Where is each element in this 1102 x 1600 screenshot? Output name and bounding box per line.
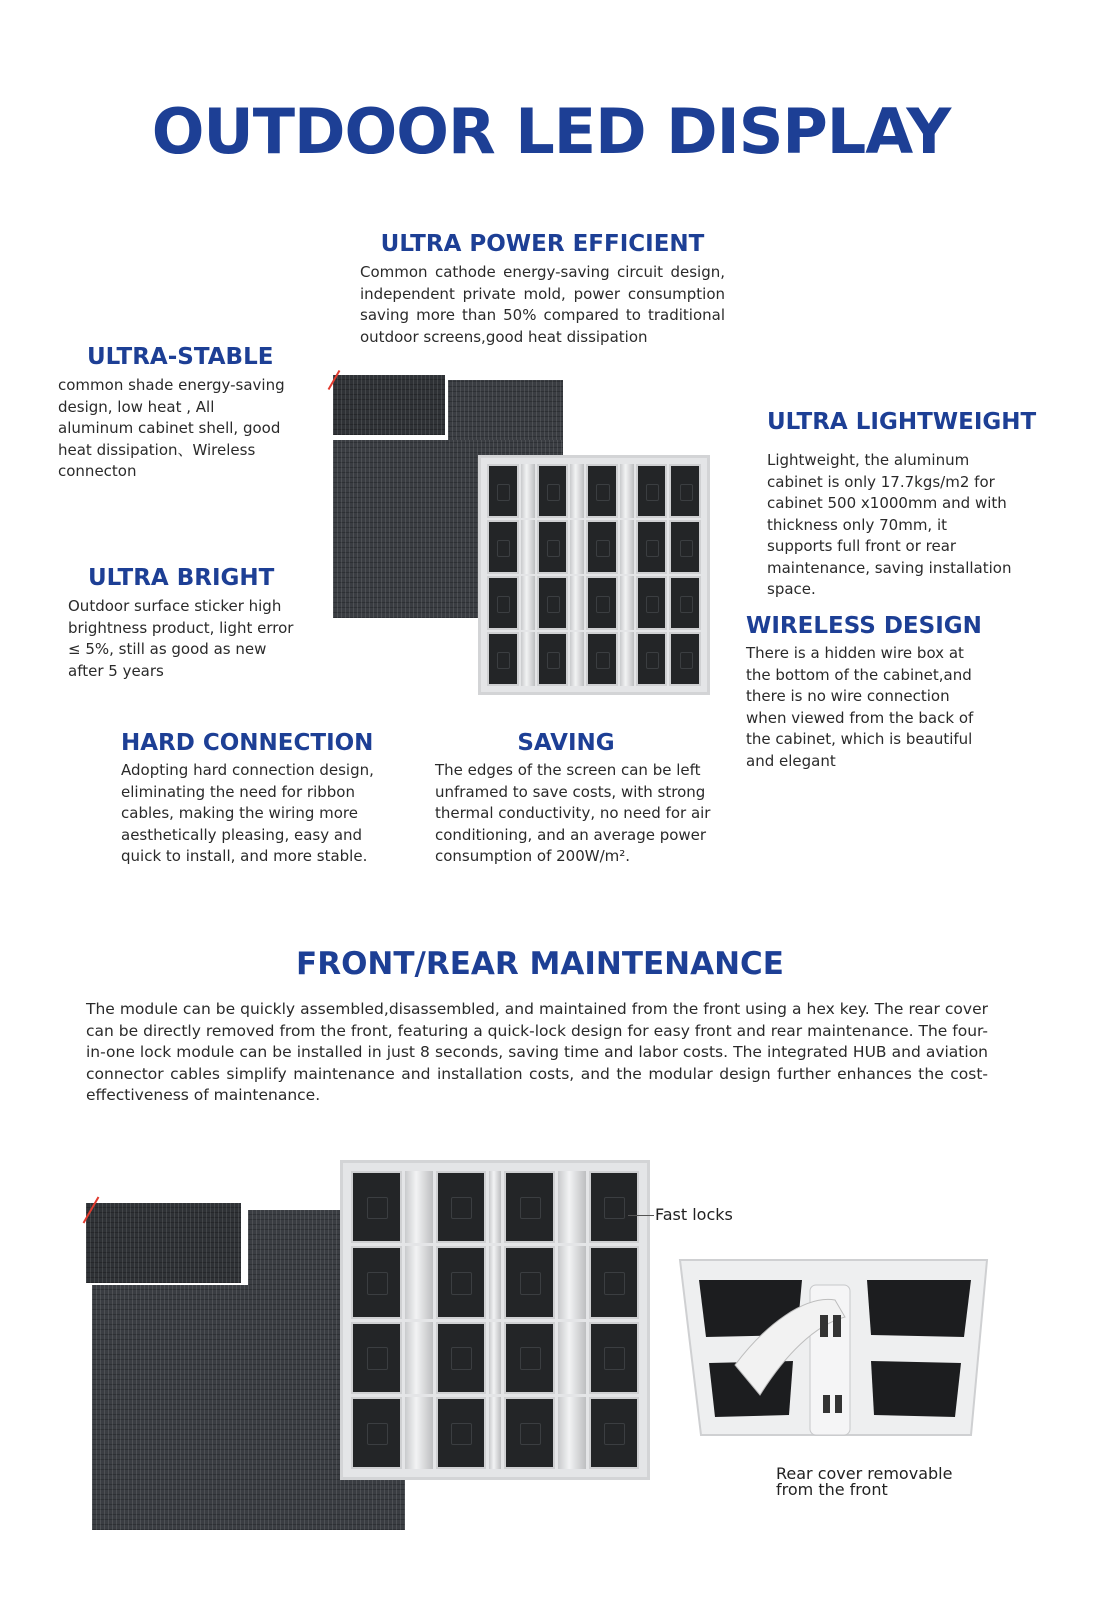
feature-wireless-heading: WIRELESS DESIGN bbox=[746, 613, 982, 639]
cabinet-beam bbox=[620, 520, 634, 574]
cabinet-module-cell bbox=[636, 576, 668, 630]
maintenance-heading: FRONT/REAR MAINTENANCE bbox=[296, 946, 784, 982]
cabinet-module-cell bbox=[436, 1397, 487, 1469]
feature-hard bbox=[121, 729, 389, 868]
cabinet-module-cell bbox=[504, 1171, 555, 1243]
lock-handle bbox=[835, 1395, 842, 1413]
cabinet-module-cell bbox=[586, 520, 618, 574]
cabinet-module-cell bbox=[537, 520, 569, 574]
cabinet-module-cell bbox=[669, 632, 701, 686]
cabinet-module-cell bbox=[669, 576, 701, 630]
cabinet-beam bbox=[489, 1397, 501, 1469]
cabinet-illustration-bottom bbox=[80, 1155, 660, 1535]
feature-power-heading: ULTRA POWER EFFICIENT bbox=[380, 231, 705, 257]
rear-cabinet-large bbox=[340, 1160, 650, 1480]
cabinet-beam bbox=[489, 1171, 501, 1243]
cabinet-module-cell bbox=[669, 464, 701, 518]
feature-hard-text: Adopting hard connection design, eliminating the need for ribbon cables, making the wiring more aesthetically pleasing, easy and quick to install, and more stable. bbox=[121, 761, 374, 865]
feature-saving-heading: SAVING bbox=[517, 730, 615, 756]
cabinet-module-cell bbox=[351, 1397, 402, 1469]
cabinet-beam bbox=[558, 1322, 586, 1394]
cabinet-beam bbox=[570, 464, 584, 518]
rear-cover-caption-line2: from the front bbox=[776, 1480, 888, 1499]
cabinet-beam bbox=[620, 576, 634, 630]
cabinet-module-cell bbox=[487, 464, 519, 518]
cabinet-module-cell bbox=[436, 1322, 487, 1394]
rear-cover-caption-line1: Rear cover removable bbox=[776, 1464, 953, 1483]
cabinet-beam bbox=[558, 1171, 586, 1243]
cabinet-beam bbox=[521, 632, 535, 686]
feature-saving bbox=[435, 729, 717, 868]
cabinet-module-cell bbox=[504, 1397, 555, 1469]
feature-lightweight bbox=[767, 408, 1037, 601]
rear-cover-caption bbox=[776, 1466, 952, 1498]
cabinet-module-cell bbox=[351, 1322, 402, 1394]
maintenance-text: The module can be quickly assembled,disassembled, and maintained from the front using a hex key. The rear cover can be directly removed from the front, featuring a quick-lock design for easy front and rear maintenance. The four-in-one lock module can be installed in just 8 seconds, saving time and labor costs. The integrated HUB and aviation connector cables simplify maintenance and installation costs, and the modular design further enhances the cost-effectiveness of maintenance. bbox=[86, 1000, 988, 1104]
cabinet-module-cell bbox=[589, 1397, 640, 1469]
lock-handle bbox=[820, 1315, 828, 1337]
feature-wireless bbox=[746, 612, 982, 772]
cabinet-beam bbox=[489, 1322, 501, 1394]
module-panel bbox=[448, 380, 563, 442]
module-lifted-large bbox=[86, 1203, 241, 1283]
feature-stable-text: common shade energy-saving design, low heat , All aluminum cabinet shell, good heat dissipation、Wireless connecton bbox=[58, 376, 285, 480]
cabinet-module-cell bbox=[589, 1322, 640, 1394]
feature-bright-text: Outdoor surface sticker high brightness product, light error ≤ 5%, still as good as new after 5 years bbox=[68, 597, 294, 680]
cabinet-beam bbox=[405, 1246, 433, 1318]
cabinet-beam bbox=[620, 632, 634, 686]
cabinet-beam bbox=[521, 576, 535, 630]
rear-cover-slot bbox=[871, 1361, 961, 1417]
feature-wireless-text: There is a hidden wire box at the bottom of the cabinet,and there is no wire connection when viewed from the back of the cabinet, which is beautiful and elegant bbox=[746, 644, 974, 770]
rear-cover-illustration bbox=[675, 1255, 990, 1455]
cabinet-module-cell bbox=[537, 576, 569, 630]
cabinet-beam bbox=[521, 520, 535, 574]
cabinet-module-cell bbox=[636, 464, 668, 518]
cabinet-module-cell bbox=[351, 1171, 402, 1243]
cabinet-module-cell bbox=[487, 576, 519, 630]
module-lifted bbox=[333, 375, 445, 435]
rear-cover-slot bbox=[867, 1280, 971, 1337]
cabinet-beam bbox=[570, 632, 584, 686]
cabinet-module-cell bbox=[636, 520, 668, 574]
feature-hard-heading: HARD CONNECTION bbox=[121, 730, 374, 756]
feature-stable bbox=[58, 343, 286, 483]
cabinet-module-cell bbox=[636, 632, 668, 686]
cabinet-module-cell bbox=[436, 1171, 487, 1243]
cabinet-beam bbox=[558, 1397, 586, 1469]
cabinet-module-cell bbox=[589, 1246, 640, 1318]
cabinet-module-cell bbox=[669, 520, 701, 574]
cabinet-module-cell bbox=[487, 520, 519, 574]
cabinet-illustration-top bbox=[325, 370, 715, 700]
cabinet-module-cell bbox=[586, 632, 618, 686]
feature-lightweight-text: Lightweight, the aluminum cabinet is only 17.7kgs/m2 for cabinet 500 x1000mm and with thickness only 70mm, it supports full front or rear maintenance, saving installation space. bbox=[767, 451, 1012, 598]
cabinet-module-cell bbox=[537, 632, 569, 686]
cabinet-beam bbox=[570, 576, 584, 630]
cabinet-module-cell bbox=[586, 576, 618, 630]
cabinet-module-cell bbox=[586, 464, 618, 518]
cabinet-beam bbox=[405, 1397, 433, 1469]
cabinet-module-cell bbox=[487, 632, 519, 686]
cabinet-beam bbox=[405, 1322, 433, 1394]
feature-lightweight-heading: ULTRA LIGHTWEIGHT bbox=[767, 409, 1037, 435]
page-title: OUTDOOR LED DISPLAY bbox=[151, 95, 951, 168]
cabinet-beam bbox=[620, 464, 634, 518]
cabinet-module-cell bbox=[351, 1246, 402, 1318]
cabinet-module-cell bbox=[504, 1246, 555, 1318]
feature-saving-text: The edges of the screen can be left unframed to save costs, with strong thermal conductivity, no need for air conditioning, and an average power consumption of 200W/m². bbox=[435, 761, 711, 865]
feature-stable-heading: ULTRA-STABLE bbox=[87, 344, 274, 370]
cabinet-beam bbox=[405, 1171, 433, 1243]
cabinet-beam bbox=[570, 520, 584, 574]
rear-cabinet bbox=[478, 455, 710, 695]
feature-power-text: Common cathode energy-saving circuit design, independent private mold, power consumption saving more than 50% compared to traditional outdoor screens,good heat dissipation bbox=[360, 263, 725, 346]
feature-power bbox=[360, 230, 725, 348]
cabinet-module-cell bbox=[504, 1322, 555, 1394]
feature-bright-heading: ULTRA BRIGHT bbox=[88, 565, 275, 591]
lock-handle bbox=[823, 1395, 830, 1413]
cabinet-module-cell bbox=[589, 1171, 640, 1243]
cabinet-beam bbox=[489, 1246, 501, 1318]
lock-handle bbox=[833, 1315, 841, 1337]
cabinet-beam bbox=[558, 1246, 586, 1318]
fast-locks-label: Fast locks bbox=[655, 1205, 733, 1224]
fast-locks-pointer bbox=[628, 1215, 654, 1216]
cabinet-module-cell bbox=[537, 464, 569, 518]
cabinet-module-cell bbox=[436, 1246, 487, 1318]
cabinet-beam bbox=[521, 464, 535, 518]
feature-bright bbox=[68, 564, 302, 682]
